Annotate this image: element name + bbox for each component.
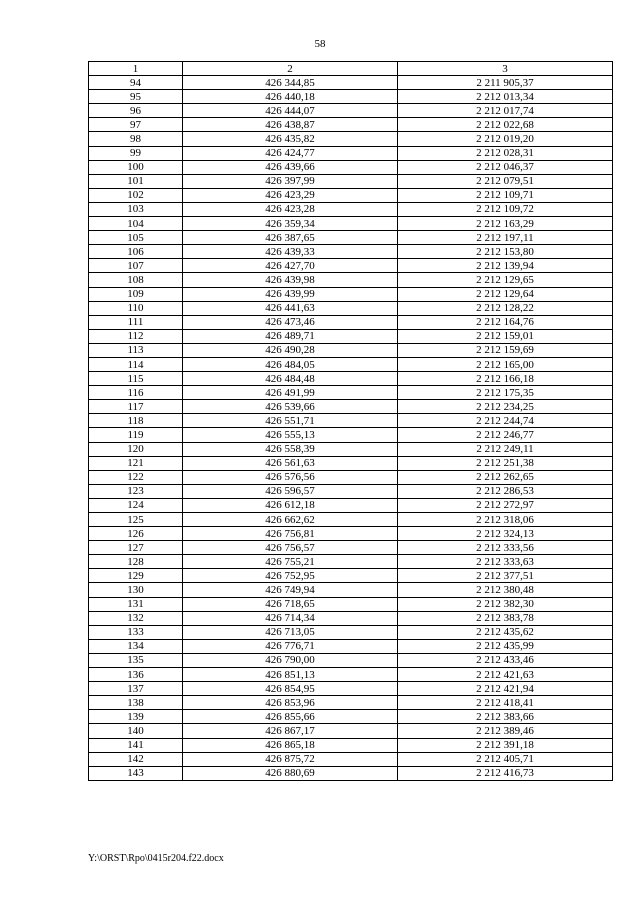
y-coordinate-cell: 2 212 383,66 — [398, 710, 613, 724]
point-number-cell: 139 — [89, 710, 183, 724]
column-header-1: 1 — [89, 62, 183, 76]
y-coordinate-cell: 2 212 128,22 — [398, 301, 613, 315]
y-coordinate-cell: 2 212 019,20 — [398, 132, 613, 146]
point-number-cell: 133 — [89, 625, 183, 639]
x-coordinate-cell: 426 484,05 — [183, 357, 398, 371]
x-coordinate-cell: 426 489,71 — [183, 329, 398, 343]
column-header-2: 2 — [183, 62, 398, 76]
point-number-cell: 114 — [89, 357, 183, 371]
y-coordinate-cell: 2 212 129,64 — [398, 287, 613, 301]
x-coordinate-cell: 426 439,66 — [183, 160, 398, 174]
x-coordinate-cell: 426 776,71 — [183, 639, 398, 653]
table-row — [89, 386, 613, 400]
y-coordinate-cell: 2 212 166,18 — [398, 372, 613, 386]
x-coordinate-cell: 426 576,56 — [183, 470, 398, 484]
x-coordinate-cell: 426 397,99 — [183, 174, 398, 188]
table-row — [89, 484, 613, 498]
y-coordinate-cell: 2 212 153,80 — [398, 245, 613, 259]
y-coordinate-cell: 2 212 416,73 — [398, 766, 613, 780]
x-coordinate-cell: 426 865,18 — [183, 738, 398, 752]
table-row — [89, 174, 613, 188]
table-row — [89, 555, 613, 569]
point-number-cell: 113 — [89, 343, 183, 357]
x-coordinate-cell: 426 790,00 — [183, 653, 398, 667]
table-row — [89, 498, 613, 512]
point-number-cell: 98 — [89, 132, 183, 146]
x-coordinate-cell: 426 596,57 — [183, 484, 398, 498]
y-coordinate-cell: 2 212 028,31 — [398, 146, 613, 160]
table-row — [89, 357, 613, 371]
x-coordinate-cell: 426 423,29 — [183, 188, 398, 202]
point-number-cell: 136 — [89, 668, 183, 682]
y-coordinate-cell: 2 212 249,11 — [398, 442, 613, 456]
table-row — [89, 273, 613, 287]
y-coordinate-cell: 2 212 418,41 — [398, 696, 613, 710]
table-row — [89, 118, 613, 132]
x-coordinate-cell: 426 749,94 — [183, 583, 398, 597]
x-coordinate-cell: 426 551,71 — [183, 414, 398, 428]
point-number-cell: 118 — [89, 414, 183, 428]
y-coordinate-cell: 2 212 421,63 — [398, 668, 613, 682]
y-coordinate-cell: 2 212 165,00 — [398, 357, 613, 371]
table-row — [89, 400, 613, 414]
point-number-cell: 132 — [89, 611, 183, 625]
x-coordinate-cell: 426 555,13 — [183, 428, 398, 442]
point-number-cell: 130 — [89, 583, 183, 597]
y-coordinate-cell: 2 212 262,65 — [398, 470, 613, 484]
x-coordinate-cell: 426 438,87 — [183, 118, 398, 132]
x-coordinate-cell: 426 424,77 — [183, 146, 398, 160]
x-coordinate-cell: 426 423,28 — [183, 202, 398, 216]
x-coordinate-cell: 426 539,66 — [183, 400, 398, 414]
y-coordinate-cell: 2 212 234,25 — [398, 400, 613, 414]
x-coordinate-cell: 426 718,65 — [183, 597, 398, 611]
x-coordinate-cell: 426 441,63 — [183, 301, 398, 315]
y-coordinate-cell: 2 212 109,71 — [398, 188, 613, 202]
point-number-cell: 111 — [89, 315, 183, 329]
table-header — [89, 62, 613, 76]
table-row — [89, 625, 613, 639]
point-number-cell: 117 — [89, 400, 183, 414]
x-coordinate-cell: 426 387,65 — [183, 231, 398, 245]
y-coordinate-cell: 2 212 377,51 — [398, 569, 613, 583]
point-number-cell: 94 — [89, 76, 183, 90]
point-number-cell: 126 — [89, 527, 183, 541]
header-row — [89, 62, 613, 76]
point-number-cell: 128 — [89, 555, 183, 569]
x-coordinate-cell: 426 490,28 — [183, 343, 398, 357]
x-coordinate-cell: 426 439,98 — [183, 273, 398, 287]
table-row — [89, 470, 613, 484]
table-row — [89, 132, 613, 146]
y-coordinate-cell: 2 212 129,65 — [398, 273, 613, 287]
y-coordinate-cell: 2 212 244,74 — [398, 414, 613, 428]
x-coordinate-cell: 426 359,34 — [183, 217, 398, 231]
point-number-cell: 102 — [89, 188, 183, 202]
table-row — [89, 611, 613, 625]
table-row — [89, 372, 613, 386]
x-coordinate-cell: 426 756,57 — [183, 541, 398, 555]
table-row — [89, 414, 613, 428]
table-row — [89, 527, 613, 541]
y-coordinate-cell: 2 212 079,51 — [398, 174, 613, 188]
point-number-cell: 120 — [89, 442, 183, 456]
coordinates-table — [88, 61, 613, 781]
point-number-cell: 106 — [89, 245, 183, 259]
point-number-cell: 101 — [89, 174, 183, 188]
y-coordinate-cell: 2 212 163,29 — [398, 217, 613, 231]
table-row — [89, 329, 613, 343]
y-coordinate-cell: 2 212 164,76 — [398, 315, 613, 329]
x-coordinate-cell: 426 853,96 — [183, 696, 398, 710]
point-number-cell: 103 — [89, 202, 183, 216]
point-number-cell: 95 — [89, 90, 183, 104]
point-number-cell: 125 — [89, 513, 183, 527]
table-row — [89, 76, 613, 90]
table-row — [89, 710, 613, 724]
point-number-cell: 119 — [89, 428, 183, 442]
table-row — [89, 682, 613, 696]
point-number-cell: 116 — [89, 386, 183, 400]
y-coordinate-cell: 2 212 405,71 — [398, 752, 613, 766]
page-number: 58 — [314, 38, 326, 50]
point-number-cell: 137 — [89, 682, 183, 696]
y-coordinate-cell: 2 212 421,94 — [398, 682, 613, 696]
x-coordinate-cell: 426 435,82 — [183, 132, 398, 146]
point-number-cell: 122 — [89, 470, 183, 484]
point-number-cell: 110 — [89, 301, 183, 315]
table-row — [89, 696, 613, 710]
table-row — [89, 202, 613, 216]
point-number-cell: 131 — [89, 597, 183, 611]
point-number-cell: 112 — [89, 329, 183, 343]
point-number-cell: 141 — [89, 738, 183, 752]
x-coordinate-cell: 426 444,07 — [183, 104, 398, 118]
x-coordinate-cell: 426 752,95 — [183, 569, 398, 583]
point-number-cell: 134 — [89, 639, 183, 653]
point-number-cell: 109 — [89, 287, 183, 301]
y-coordinate-cell: 2 212 159,69 — [398, 343, 613, 357]
table-row — [89, 442, 613, 456]
point-number-cell: 96 — [89, 104, 183, 118]
x-coordinate-cell: 426 484,48 — [183, 372, 398, 386]
y-coordinate-cell: 2 212 272,97 — [398, 498, 613, 512]
point-number-cell: 127 — [89, 541, 183, 555]
point-number-cell: 135 — [89, 653, 183, 667]
document-path-footer: Y:\ORST\Rpo\0415r204.f22.docx — [88, 853, 224, 864]
x-coordinate-cell: 426 427,70 — [183, 259, 398, 273]
point-number-cell: 129 — [89, 569, 183, 583]
table-row — [89, 343, 613, 357]
y-coordinate-cell: 2 212 435,62 — [398, 625, 613, 639]
y-coordinate-cell: 2 212 389,46 — [398, 724, 613, 738]
y-coordinate-cell: 2 211 905,37 — [398, 76, 613, 90]
x-coordinate-cell: 426 344,85 — [183, 76, 398, 90]
table-row — [89, 653, 613, 667]
point-number-cell: 105 — [89, 231, 183, 245]
y-coordinate-cell: 2 212 380,48 — [398, 583, 613, 597]
y-coordinate-cell: 2 212 046,37 — [398, 160, 613, 174]
y-coordinate-cell: 2 212 324,13 — [398, 527, 613, 541]
x-coordinate-cell: 426 439,99 — [183, 287, 398, 301]
y-coordinate-cell: 2 212 251,38 — [398, 456, 613, 470]
y-coordinate-cell: 2 212 246,77 — [398, 428, 613, 442]
x-coordinate-cell: 426 755,21 — [183, 555, 398, 569]
point-number-cell: 97 — [89, 118, 183, 132]
y-coordinate-cell: 2 212 159,01 — [398, 329, 613, 343]
x-coordinate-cell: 426 558,39 — [183, 442, 398, 456]
x-coordinate-cell: 426 440,18 — [183, 90, 398, 104]
point-number-cell: 142 — [89, 752, 183, 766]
x-coordinate-cell: 426 662,62 — [183, 513, 398, 527]
point-number-cell: 140 — [89, 724, 183, 738]
table-row — [89, 541, 613, 555]
x-coordinate-cell: 426 473,46 — [183, 315, 398, 329]
table-row — [89, 259, 613, 273]
y-coordinate-cell: 2 212 175,35 — [398, 386, 613, 400]
table-body — [89, 76, 613, 781]
point-number-cell: 143 — [89, 766, 183, 780]
table-row — [89, 146, 613, 160]
table-row — [89, 245, 613, 259]
table-row — [89, 428, 613, 442]
y-coordinate-cell: 2 212 109,72 — [398, 202, 613, 216]
table-row — [89, 456, 613, 470]
x-coordinate-cell: 426 612,18 — [183, 498, 398, 512]
x-coordinate-cell: 426 851,13 — [183, 668, 398, 682]
y-coordinate-cell: 2 212 435,99 — [398, 639, 613, 653]
table-row — [89, 188, 613, 202]
y-coordinate-cell: 2 212 333,63 — [398, 555, 613, 569]
table-row — [89, 724, 613, 738]
table-row — [89, 287, 613, 301]
y-coordinate-cell: 2 212 197,11 — [398, 231, 613, 245]
y-coordinate-cell: 2 212 286,53 — [398, 484, 613, 498]
point-number-cell: 99 — [89, 146, 183, 160]
x-coordinate-cell: 426 867,17 — [183, 724, 398, 738]
table-row — [89, 231, 613, 245]
table-row — [89, 569, 613, 583]
y-coordinate-cell: 2 212 013,34 — [398, 90, 613, 104]
table-row — [89, 301, 613, 315]
table-row — [89, 738, 613, 752]
y-coordinate-cell: 2 212 017,74 — [398, 104, 613, 118]
y-coordinate-cell: 2 212 333,56 — [398, 541, 613, 555]
x-coordinate-cell: 426 880,69 — [183, 766, 398, 780]
table-row — [89, 160, 613, 174]
point-number-cell: 121 — [89, 456, 183, 470]
point-number-cell: 138 — [89, 696, 183, 710]
x-coordinate-cell: 426 439,33 — [183, 245, 398, 259]
table-row — [89, 217, 613, 231]
table-row — [89, 583, 613, 597]
y-coordinate-cell: 2 212 391,18 — [398, 738, 613, 752]
table-row — [89, 90, 613, 104]
table-row — [89, 639, 613, 653]
table-row — [89, 513, 613, 527]
x-coordinate-cell: 426 714,34 — [183, 611, 398, 625]
point-number-cell: 104 — [89, 217, 183, 231]
point-number-cell: 123 — [89, 484, 183, 498]
x-coordinate-cell: 426 875,72 — [183, 752, 398, 766]
x-coordinate-cell: 426 561,63 — [183, 456, 398, 470]
y-coordinate-cell: 2 212 382,30 — [398, 597, 613, 611]
y-coordinate-cell: 2 212 318,06 — [398, 513, 613, 527]
x-coordinate-cell: 426 854,95 — [183, 682, 398, 696]
table-row — [89, 104, 613, 118]
y-coordinate-cell: 2 212 433,46 — [398, 653, 613, 667]
x-coordinate-cell: 426 756,81 — [183, 527, 398, 541]
table-row — [89, 315, 613, 329]
table-row — [89, 668, 613, 682]
table-row — [89, 752, 613, 766]
point-number-cell: 100 — [89, 160, 183, 174]
y-coordinate-cell: 2 212 383,78 — [398, 611, 613, 625]
point-number-cell: 115 — [89, 372, 183, 386]
point-number-cell: 107 — [89, 259, 183, 273]
point-number-cell: 124 — [89, 498, 183, 512]
table-row — [89, 597, 613, 611]
x-coordinate-cell: 426 855,66 — [183, 710, 398, 724]
x-coordinate-cell: 426 713,05 — [183, 625, 398, 639]
y-coordinate-cell: 2 212 022,68 — [398, 118, 613, 132]
table-row — [89, 766, 613, 780]
y-coordinate-cell: 2 212 139,94 — [398, 259, 613, 273]
column-header-3: 3 — [398, 62, 613, 76]
point-number-cell: 108 — [89, 273, 183, 287]
x-coordinate-cell: 426 491,99 — [183, 386, 398, 400]
